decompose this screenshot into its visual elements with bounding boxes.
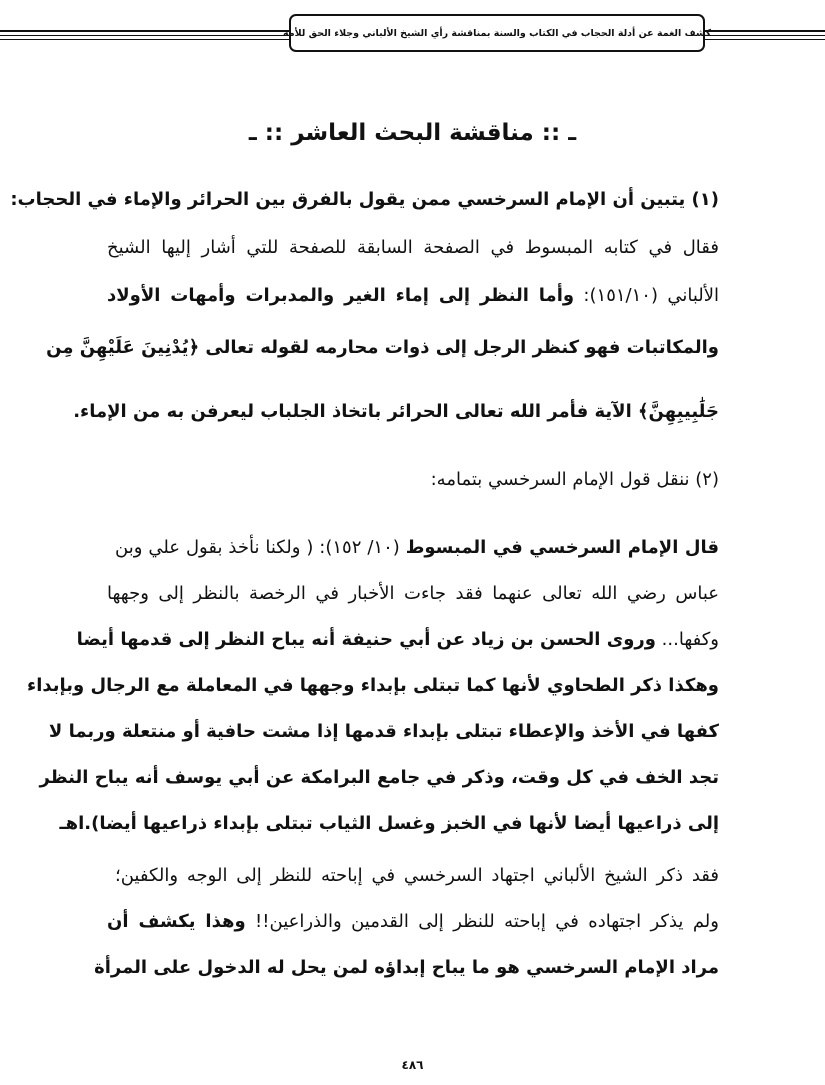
section-heading: ـ :: مناقشة البحث العاشر :: ـ — [248, 120, 577, 146]
running-title: كشف الغمة عن أدلة الحجاب في الكتاب والسنة بمناقشة رأي الشيخ الألباني وجلاء الحق للأمة — [282, 27, 712, 39]
closing-line-3: مراد الإمام السرخسي هو ما يباح إبداؤه لمن يحل له الدخول على المرأة — [94, 957, 719, 978]
closing-line-1: فقد ذكر الشيخ الألباني اجتهاد السرخسي في إباحته للنظر إلى الوجه والكفين؛ — [115, 865, 719, 886]
page-number: ٤٨٦ — [401, 1058, 424, 1072]
section1-line-4: والمكاتبات فهو كنظر الرجل إلى ذوات محارمه لقوله تعالى ﴿يُدْنِينَ عَلَيْهِنَّ مِن — [46, 337, 719, 358]
quote-line-4: وهكذا ذكر الطحاوي لأنها كما تبتلى بإبداء وجهها في المعاملة مع الرجال وبإبداء — [27, 675, 719, 696]
quote-line-6: تجد الخف في كل وقت، وذكر في جامع البرامكة عن أبي يوسف أنه يباح النظر — [39, 767, 719, 788]
quote-line-3: وكفها... وروى الحسن بن زياد عن أبي حنيفة أنه يباح النظر إلى قدمها أيضا — [76, 629, 719, 650]
quote-line-7: إلى ذراعيها أيضا لأنها في الخبز وغسل الثياب تبتلى بإبداء ذراعيها أيضا).اهـ — [59, 813, 719, 834]
section1-line-3: الألباني (١٥١/١٠): وأما النظر إلى إماء الغير والمدبرات وأمهات الأولاد — [107, 285, 719, 306]
section1-line-2: فقال في كتابه المبسوط في الصفحة السابقة للصفحة للتي أشار إليها الشيخ — [107, 237, 719, 258]
closing-line-2: ولم يذكر اجتهاده في إباحته للنظر إلى القدمين والذراعين!! وهذا يكشف أن — [107, 911, 719, 932]
section1-line-5: جَلَٰبِيبِهِنَّ﴾ الآية فأمر الله تعالى الحرائر باتخاذ الجلباب ليعرفن به من الإماء. — [73, 401, 719, 422]
quote-line-5: كفها في الأخذ والإعطاء تبتلى بإبداء قدمها إذا مشت حافية أو منتعلة وربما لا — [48, 721, 719, 742]
section2-line-1: (٢) ننقل قول الإمام السرخسي بتمامه: — [430, 469, 719, 490]
quote-line-2: عباس رضي الله تعالى عنهما فقد جاءت الأخبار في الرخصة بالنظر إلى وجهها — [107, 583, 719, 604]
quote-line-1: قال الإمام السرخسي في المبسوط (١٠/ ١٥٢): ( ولكنا نأخذ بقول علي وبن — [115, 537, 720, 558]
running-header — [282, 14, 712, 52]
section1-line-1: (١) يتبين أن الإمام السرخسي ممن يقول بالفرق بين الحرائر والإماء في الحجاب: — [10, 189, 719, 210]
